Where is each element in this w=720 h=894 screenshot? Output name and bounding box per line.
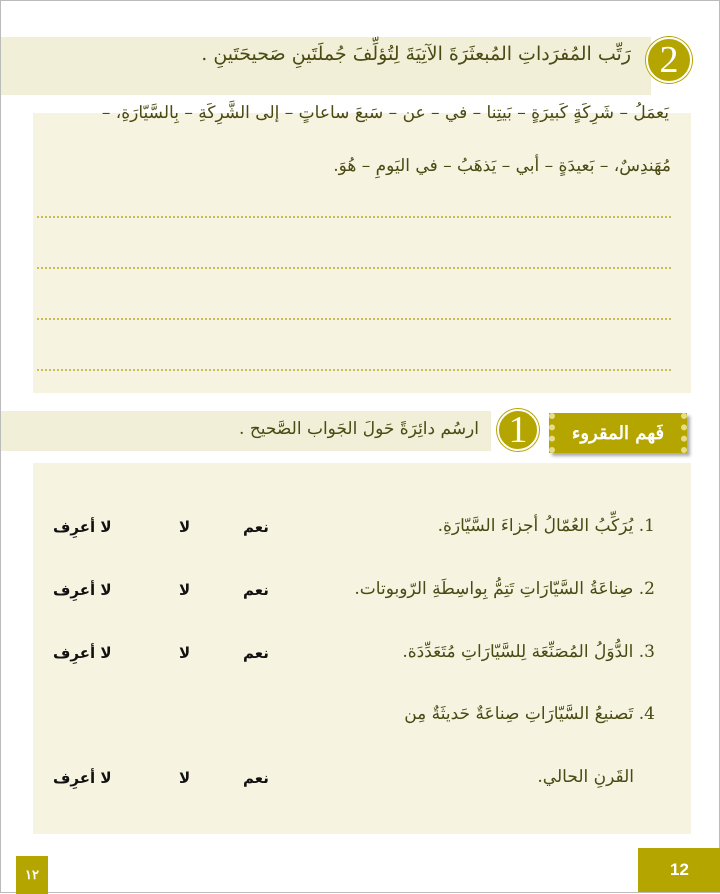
answer-option-yes[interactable]: نعم (243, 518, 269, 536)
answer-option-dont-know[interactable]: لا أعرِف (53, 769, 112, 787)
question-3: 3. الدُّوَلُ المُصَنِّعَة لِلسَّيّارَاتِ مُتَعَدِّدَة. (402, 642, 655, 662)
answer-option-dont-know[interactable]: لا أعرِف (53, 644, 112, 662)
answer-line-2[interactable] (37, 267, 671, 269)
word-list-line1: يَعمَلُ – شَرِكَةٍ كَبيرَةٍ – بَيتِنا – في – عن – سَبعَ ساعاتٍ – إلى الشَّرِكَةِ – بِالسَّيّارَةِ، – (101, 103, 669, 123)
answer-option-no[interactable]: لا (179, 581, 191, 599)
exercise1-number: 1 (497, 409, 539, 451)
exercise2-box (33, 113, 691, 393)
section-badge: فَهم المقروء (549, 413, 687, 453)
exercise2-instruction: رَتِّب المُفرَداتِ المُبعثَرَةَ الآتِيَةَ لِتُؤلِّفَ جُملَتَينِ صَحيحَتَينِ . (201, 43, 631, 65)
answer-line-4[interactable] (37, 369, 671, 371)
answer-option-yes[interactable]: نعم (243, 644, 269, 662)
answer-option-yes[interactable]: نعم (243, 581, 269, 599)
page-number: 12 (638, 848, 720, 892)
question-1: 1. يُرَكِّبُ العُمّالُ أجزاءَ السَّيّارَةِ. (437, 516, 655, 536)
word-list-line2: مُهَندِسٌ، – بَعيدَةٍ – أبي – يَذهَبُ – في اليَومِ – هُوَ. (333, 156, 671, 176)
answer-option-no[interactable]: لا (179, 769, 191, 787)
answer-line-1[interactable] (37, 216, 671, 218)
answer-option-dont-know[interactable]: لا أعرِف (53, 518, 112, 536)
question-4: 4. تَصنيعُ السَّيّارَاتِ صِناعَةٌ حَديثَةٌ مِن (404, 704, 655, 724)
page-number-arabic: ١٢ (16, 856, 48, 894)
answer-option-no[interactable]: لا (179, 518, 191, 536)
answer-option-yes[interactable]: نعم (243, 769, 269, 787)
answer-option-dont-know[interactable]: لا أعرِف (53, 581, 112, 599)
question-4-cont: القَرنِ الحالي. (537, 767, 634, 787)
exercise1-instruction: ارسُم دائِرَةً حَولَ الجَواب الصَّحيح . (239, 419, 479, 439)
answer-option-no[interactable]: لا (179, 644, 191, 662)
answer-line-3[interactable] (37, 318, 671, 320)
question-2: 2. صِناعَةُ السَّيّارَاتِ تَتِمُّ بِواسِطَةِ الرّوبوتات. (354, 579, 655, 599)
exercise2-number: 2 (646, 37, 692, 83)
